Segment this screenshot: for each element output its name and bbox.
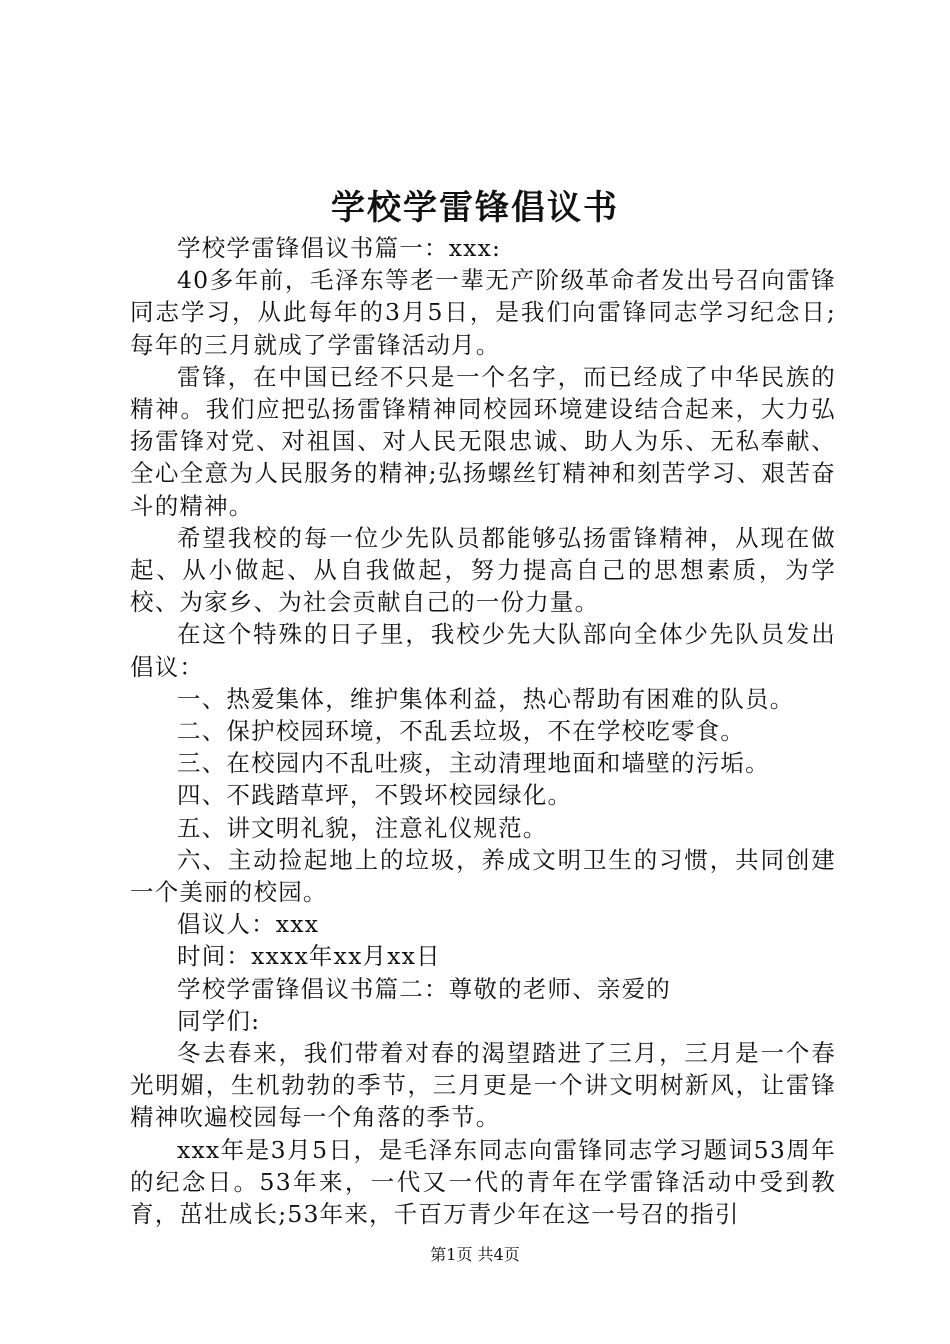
greeting-line: 同学们: [177,1006,261,1035]
paragraph: 冬去春来，我们带着对春的渴望踏进了三月，三月是一个春光明媚，生机勃勃的季节，三月更是一个讲文明树新风，让雷锋精神吹遍校园每一个角落的季节。 [130,1039,836,1132]
signature-line: 倡议人：xxx [177,910,320,939]
proposal-item: 一、热爱集体，维护集体利益，热心帮助有困难的队员。 [177,684,795,713]
paragraph: 40多年前，毛泽东等老一辈无产阶级革命者发出号召向雷锋同志学习，从此每年的3月5日，是我们向雷锋同志学习纪念日;每年的三月就成了学雷锋活动月。 [130,266,836,359]
paragraph: xxx年是3月5日，是毛泽东同志向雷锋同志学习题词53周年的纪念日。53年来，一代又一代的青年在学雷锋活动中受到教育，茁壮成长;53年来，千百万青少年在这一号召的指引 [130,1135,836,1229]
proposal-item: 三、在校园内不乱吐痰，主动清理地面和墙壁的污垢。 [177,749,770,778]
document-title: 学校学雷锋倡议书 [331,188,619,228]
paragraph: 雷锋，在中国已经不只是一个名字，而已经成了中华民族的精神。我们应把弘扬雷锋精神同校园环境建设结合起来，大力弘扬雷锋对党、对祖国、对人民无限忠诚、助人为乐、无私奉献、全心全意为人民服务的精神;弘扬螺丝钉精神和刻苦学习、艰苦奋斗的精神。 [130,362,836,520]
page-footer: 第1页 共4页 [430,1245,520,1264]
proposal-item: 六、主动捡起地上的垃圾，养成文明卫生的习惯，共同创建一个美丽的校园。 [130,845,836,907]
proposal-item: 二、保护校园环境，不乱丢垃圾，不在学校吃零食。 [177,717,746,746]
paragraph: 学校学雷锋倡议书篇一：xxx: [177,234,502,262]
proposal-item: 五、讲文明礼貌，注意礼仪规范。 [177,813,548,842]
proposal-item: 四、不践踏草坪，不毁坏校园绿化。 [177,781,573,810]
document-body [130,232,836,1230]
paragraph: 希望我校的每一位少先队员都能够弘扬雷锋精神，从现在做起、从小做起、从自我做起，努力提高自己的思想素质，为学校、为家乡、为社会贡献自己的一份力量。 [130,523,836,617]
date-line: 时间：xxxx年xx月xx日 [177,942,441,971]
paragraph: 在这个特殊的日子里，我校少先大队部向全体少先队员发出倡议： [130,620,836,681]
section-heading: 学校学雷锋倡议书篇二：尊敬的老师、亲爱的 [177,974,671,1003]
